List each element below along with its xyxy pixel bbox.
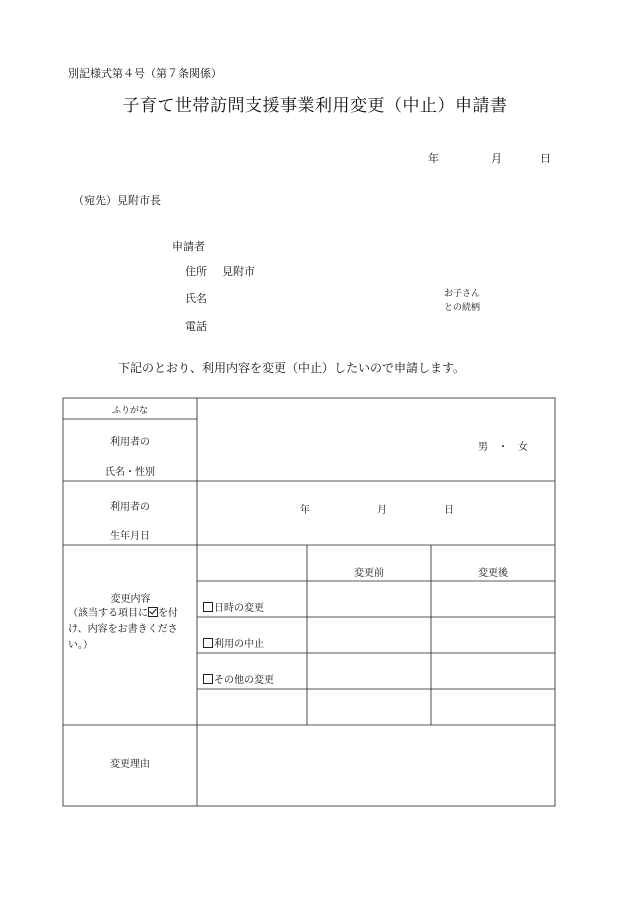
checkbox-icon[interactable] [203, 602, 213, 612]
address-value: 見附市 [222, 265, 255, 278]
date-month-label: 月 [491, 152, 502, 165]
furigana-label: ふりがな [111, 406, 148, 416]
gender-options[interactable]: 男 ・ 女 [478, 442, 528, 453]
addressee: （宛先）見附市長 [73, 194, 161, 207]
relation-label-line2: との続柄 [444, 303, 481, 313]
change-note-after: を付け、内容をお書きください。） [68, 608, 178, 651]
user-birth-label-2: 生年月日 [110, 531, 150, 542]
column-after: 変更後 [478, 568, 508, 579]
checkbox-icon[interactable] [203, 638, 213, 648]
birth-year-label: 年 [300, 505, 310, 516]
statement: 下記のとおり、利用内容を変更（中止）したいので申請します。 [118, 361, 466, 375]
option-other-label: その他の変更 [214, 675, 274, 686]
column-before: 変更前 [354, 568, 384, 579]
applicant-heading: 申請者 [172, 240, 205, 253]
option-cancel-label: 利用の中止 [214, 639, 264, 650]
date-year-label: 年 [428, 152, 439, 165]
page-title: 子育て世帯訪問支援事業利用変更（中止）申請書 [122, 96, 508, 116]
change-content-label: 変更内容 [110, 594, 151, 605]
phone-label: 電話 [185, 320, 207, 333]
change-content-note [68, 606, 196, 654]
date-day-label: 日 [540, 152, 551, 165]
relation-label-line1: お子さん [444, 289, 481, 299]
option-datetime-label: 日時の変更 [214, 603, 264, 614]
option-datetime[interactable] [203, 599, 264, 614]
name-label: 氏名 [185, 292, 207, 305]
form-number: 別記様式第４号（第７条関係） [68, 67, 222, 80]
user-name-label-2: 氏名・性別 [105, 467, 155, 478]
user-birth-label-1: 利用者の [110, 502, 150, 513]
change-note-before: （該当する項目に [68, 608, 148, 619]
checkbox-icon[interactable] [203, 674, 213, 684]
birth-day-label: 日 [444, 505, 454, 516]
birth-month-label: 月 [377, 505, 387, 516]
user-name-label-1: 利用者の [110, 437, 150, 448]
option-other[interactable] [203, 671, 274, 686]
change-reason-label: 変更理由 [110, 759, 150, 770]
address-label: 住所 [185, 265, 207, 278]
option-cancel[interactable] [203, 635, 264, 650]
checkbox-checked-icon [148, 607, 158, 617]
